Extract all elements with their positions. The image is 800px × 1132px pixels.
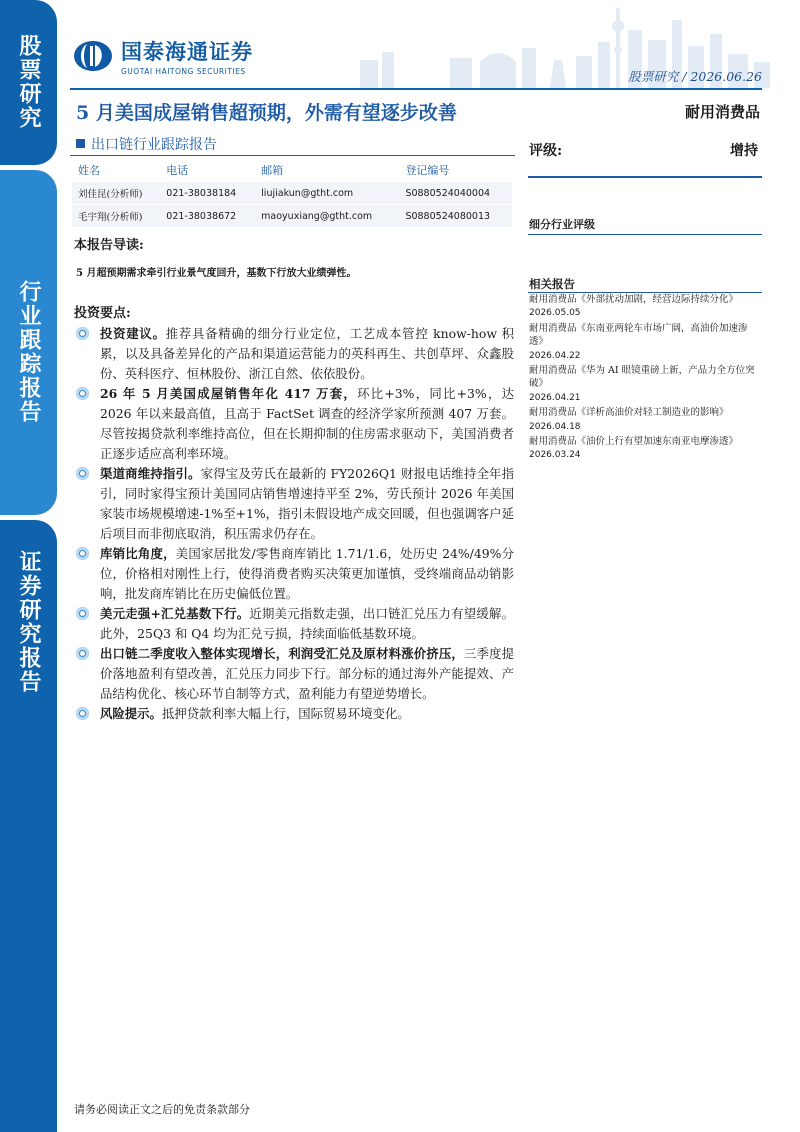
sub-rating-divider (528, 234, 762, 235)
company-logo (73, 36, 253, 76)
investment-points-list (74, 324, 514, 724)
analyst-name: 毛宇翔(分析师) (72, 205, 160, 228)
list-item: 26 年 5 月美国成屋销售年化 417 万套，环比+3%，同比+3%，达 2026 年以来最高值，且高于 FactSet 调查的经济学家所预测 407 万套。尽管按揭贷款利率维持高位，但在长期抑制的住房需求驱动下，美国消费者正逐步适应高利率环境。 (74, 384, 514, 464)
sub-industry-rating-label: 细分行业评级 (529, 218, 595, 231)
bullet-icon (76, 647, 89, 660)
logo-name-en: GUOTAI HAITONG SECURITIES (121, 67, 246, 76)
bullet-icon (76, 607, 89, 620)
rating-label: 评级: (529, 143, 563, 159)
analyst-table-header (72, 160, 512, 182)
col-email: 邮箱 (261, 164, 284, 177)
sector-name: 耐用消费品 (684, 103, 760, 121)
report-type-and-date: 股票研究 / 2026.06.26 (628, 69, 762, 84)
analyst-phone: 021-38038672 (160, 205, 255, 228)
subtitle-divider (70, 155, 515, 156)
bullet-icon (76, 387, 89, 400)
list-item: 投资建议。推荐具备精确的细分行业定位，工艺成本管控 know-how 积累，以及具备差异化的产品和渠道运营能力的英科再生、共创草坪、众鑫股份、英科医疗、恒林股份、浙江自然、依依股份。 (74, 324, 514, 384)
related-report-link[interactable]: 耐用消费品《油价上行有望加速东南亚电摩渗透》 2026.03.24 (529, 436, 739, 461)
related-report-link[interactable]: 耐用消费品《东南亚两轮车市场广阔，高油价加速渗透》 2026.04.22 (529, 322, 748, 361)
rating-value: 增持 (730, 143, 758, 159)
related-reports-list (529, 293, 761, 464)
col-name: 姓名 (78, 164, 100, 177)
list-item: 风险提示。抵押贷款利率大幅上行，国际贸易环境变化。 (74, 704, 514, 724)
col-registration: 登记编号 (405, 164, 450, 177)
analyst-table (72, 160, 512, 227)
report-subtitle: 出口链行业跟踪报告 (76, 134, 217, 154)
square-bullet-icon (76, 139, 85, 148)
analyst-registration: S0880524080013 (399, 205, 512, 228)
list-item: 美元走强+汇兑基数下行。近期美元指数走强，出口链汇兑压力有望缓解。此外，25Q3 和 Q4 均为汇兑亏损，持续面临低基数环境。 (74, 604, 514, 644)
analyst-email[interactable]: liujiakun@gtht.com (255, 182, 399, 205)
guide-summary: 5 月超预期需求牵引行业景气度回升，基数下行放大业绩弹性。 (76, 268, 357, 279)
related-report-link[interactable]: 耐用消费品《华为 AI 眼镜重磅上新，产品力全方位突破》 2026.04.21 (529, 365, 755, 403)
related-reports-heading: 相关报告 (529, 277, 575, 291)
list-item: 出口链二季度收入整体实现增长，利润受汇兑及原材料涨价挤压，三季度提价落地盈利有望改善，汇兑压力同步下行。部分标的通过海外产能提效、产品结构优化、核心环节自制等方式，盈利能力有望逆势增长。 (74, 644, 514, 704)
logo-mark-icon (73, 40, 113, 72)
table-row (72, 182, 512, 205)
bullet-icon (76, 707, 89, 720)
analyst-email[interactable]: maoyuxiang@gtht.com (255, 205, 399, 228)
col-phone: 电话 (166, 164, 189, 177)
sidebar (0, 0, 57, 1132)
report-title: 5 月美国成屋销售超预期，外需有望逐步改善 (76, 102, 457, 124)
related-report-link[interactable]: 耐用消费品《外部扰动加剧，经营边际持续分化》 2026.05.05 (529, 294, 739, 319)
rating-divider (528, 176, 762, 178)
bullet-icon (76, 467, 89, 480)
table-row (72, 205, 512, 228)
analyst-phone: 021-38038184 (160, 182, 255, 205)
bullet-icon (76, 547, 89, 560)
sidebar-block-securities-research: 证券研究报告 (0, 520, 57, 1132)
disclaimer-footer: 请务必阅读正文之后的免责条款部分 (74, 1103, 250, 1116)
bullet-icon (76, 327, 89, 340)
guide-heading: 本报告导读: (74, 238, 144, 253)
header-divider (70, 88, 762, 90)
related-report-link[interactable]: 耐用消费品《详析高油价对轻工制造业的影响》 2026.04.18 (529, 407, 729, 432)
sidebar-block-stock-research: 股票研究 (0, 0, 57, 165)
investment-points-heading: 投资要点: (74, 306, 131, 321)
logo-name-cn: 国泰海通证券 (121, 40, 253, 64)
sidebar-block-industry-tracking: 行业跟踪报告 (0, 170, 57, 515)
analyst-registration: S0880524040004 (399, 182, 512, 205)
list-item: 渠道商维持指引。家得宝及劳氏在最新的 FY2026Q1 财报电话维持全年指引，同时家得宝预计美国同店销售增速持平至 2%，劳氏预计 2026 年美国家装市场规模增速-1%至+1%，指引未假设地产成交回暖，但也强调客户延后项目而非彻底取消，积压需求仍存在。 (74, 464, 514, 544)
list-item: 库销比角度，美国家居批发/零售商库销比 1.71/1.6，处历史 24%/49%分位，价格相对刚性上行，使得消费者购买决策更加谨慎，受终端商品动销影响，批发商库销比在历史偏低位置。 (74, 544, 514, 604)
analyst-name: 刘佳昆(分析师) (72, 182, 160, 205)
